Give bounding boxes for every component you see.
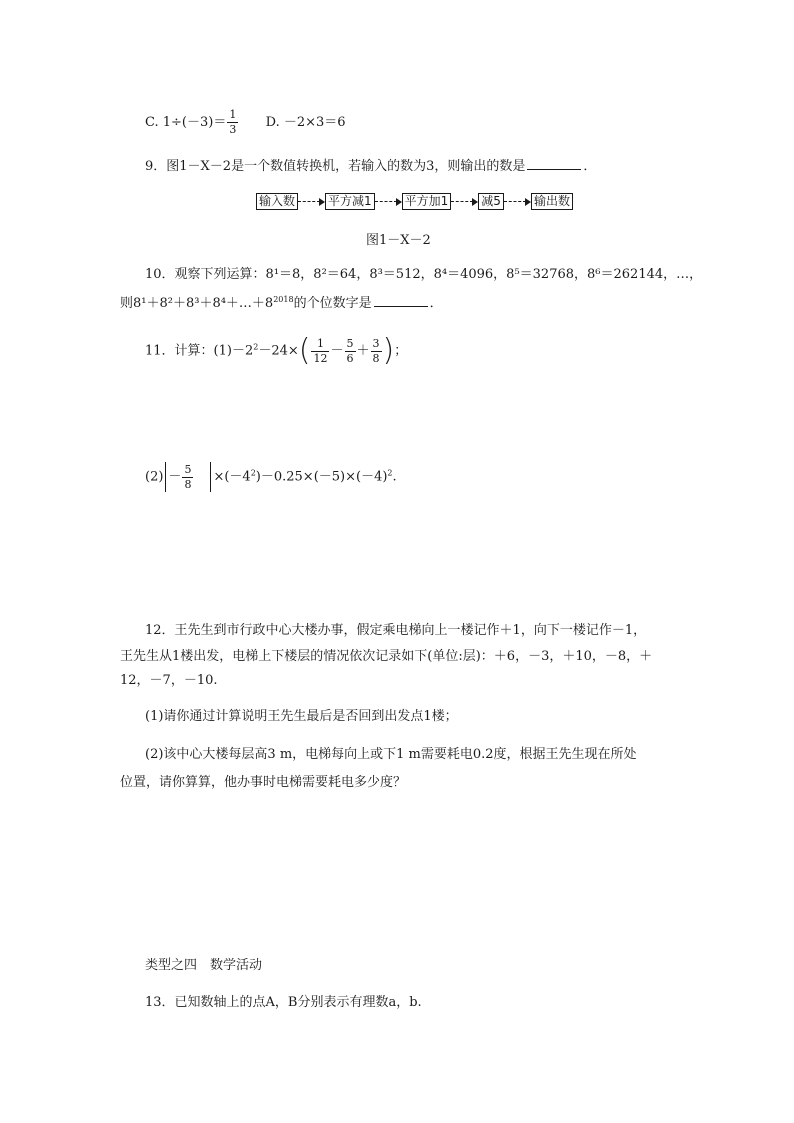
fraction-1-12: $\frac{1}{12}$ [313,336,328,365]
answer-blank [527,157,581,170]
question-11-part-1: 11．计算：$(1)-2^2-24\times$( $\frac{1}{12}$ － $\frac{5}{6}$ ＋ $\frac{3}{8}$ )； [145,333,408,368]
arrow-right-icon [298,194,325,209]
question-10-line-1: 10．观察下列运算：8¹＝8，8²＝64，8³＝512，8⁴＝4096，8⁵＝32768，8⁶＝262144，…， [145,267,703,282]
question-12-sub-2-line-2: 位置，请你算算，他办事时电梯需要耗电多少度？ [120,775,407,790]
question-9-text: 9．图1－X－2是一个数值转换机，若输入的数为3，则输出的数是 [145,159,526,174]
arrow-right-icon [504,194,531,209]
question-12-line-2: 王先生从1楼出发，电梯上下楼层的情况依次记录如下(单位:层)：＋6，－3，＋10，－8，＋ [120,649,653,664]
question-13: 13．已知数轴上的点A，B分别表示有理数a，b. [145,995,422,1010]
option-c-fraction: $\frac{1}{3}$ [229,108,237,136]
flow-box-output: 输出数 [531,193,573,210]
q8-options [145,108,346,137]
arrow-right-icon [451,194,478,209]
option-c-expression: 1÷(－3)＝ [162,115,227,130]
figure-caption: 图1－X－2 [366,233,431,248]
section-heading: 类型之四 数学活动 [145,958,263,973]
question-12-line-3: 12，－7，－10. [120,673,218,688]
conversion-machine-diagram [256,192,573,210]
option-c-label: C. [145,115,159,130]
question-10-line-2: 则$8^1+8^2+8^3+8^4+\dots+8^{2018}$的个位数字是 ． [120,295,443,311]
question-12-sub-2-line-1: (2)该中心大楼每层高3 m，电梯每向上或下1 m需要耗电0.2度，根据王先生现在所处 [145,747,637,762]
fraction-5-6: $\frac{5}{6}$ [346,336,354,365]
option-d-expression: －2×3＝6 [283,115,346,130]
option-d-label: D. [265,115,280,130]
answer-blank [374,294,428,307]
question-11-part-2: (2) － $\frac{5}{8}$ $\times(-4^2)-0.25\times(-5)\times(-4)^2$. [145,462,397,491]
flow-box-square-plus-1: 平方加1 [402,193,452,210]
question-12-line-1: 12．王先生到市行政中心大楼办事，假定乘电梯向上一楼记作＋1，向下一楼记作－1， [145,623,647,638]
question-12-sub-1: (1)请你通过计算说明王先生最后是否回到出发点1楼； [145,709,458,724]
flow-box-input: 输入数 [256,193,298,210]
fraction-3-8: $\frac{3}{8}$ [372,336,380,365]
question-9: 9．图1－X－2是一个数值转换机，若输入的数为3，则输出的数是 ． [145,159,597,174]
fraction-5-8: $\frac{5}{8}$ [184,462,192,491]
flow-box-minus-5: 减5 [478,193,504,210]
flow-box-square-minus-1: 平方减1 [325,193,375,210]
arrow-right-icon [375,194,402,209]
